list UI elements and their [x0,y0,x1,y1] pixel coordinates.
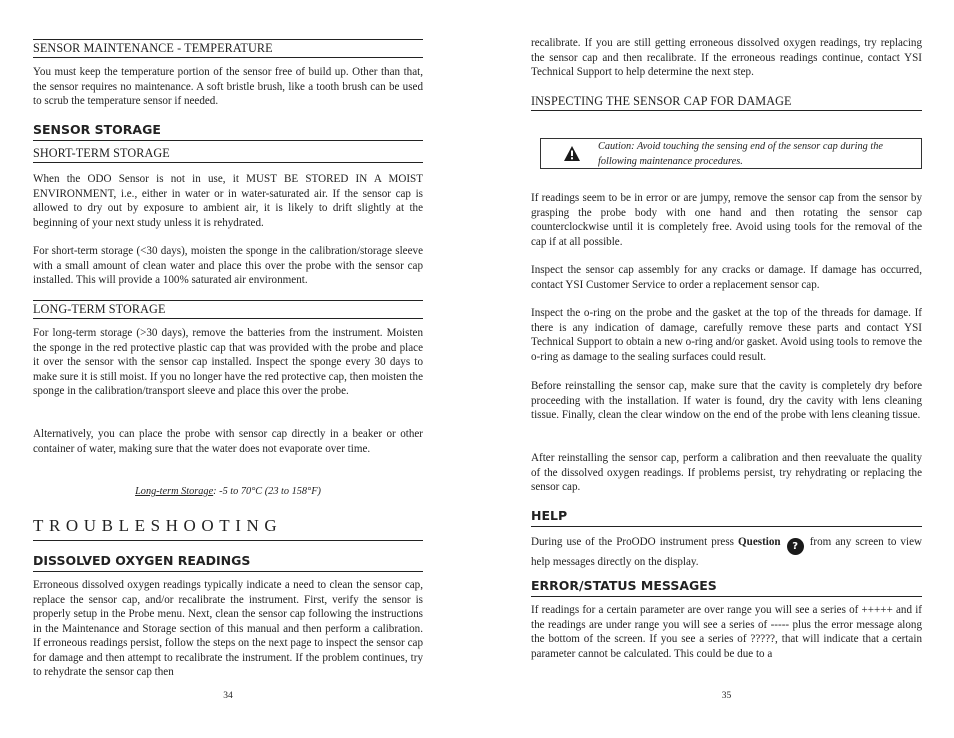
help-text [531,535,922,570]
sensor-storage-heading: SENSOR STORAGE [33,122,423,141]
inspect-p2: Inspect the sensor cap assembly for any cracks or damage. If damage has occurred, contact YSI Customer Service to order a replacement sensor cap. [531,264,922,291]
long-term-note-value: : -5 to 70°C (23 to 158°F) [213,486,321,497]
long-term-note-label: Long-term Storage [135,486,214,497]
warning-icon [564,146,580,161]
inspect-heading: INSPECTING THE SENSOR CAP FOR DAMAGE [531,93,922,111]
error-heading: ERROR/STATUS MESSAGES [531,578,922,597]
long-term-p1: For long-term storage (>30 days), remove the batteries from the instrument. Moisten the sponge in the red protective plastic cap that was provided with the probe and place it over the sensor with the sensor cap installed. Inspect the sponge every 30 days to make sure it is still moist. If you no longer have the red protective cap, then moisten the sponge in the calibration/transport sleeve and place this over the probe. [33,327,423,397]
caution-text: Caution: Avoid touching the sensing end of the sensor cap during the following maintenance procedures. [598,141,883,167]
short-term-p2: For short-term storage (<30 days), moisten the sponge in the calibration/storage sleeve with a small amount of clean water and place this over the probe with the sensor cap installed. This will provide a 100% saturated air environment. [33,245,423,286]
inspect-p3: Inspect the o-ring on the probe and the gasket at the top of the threads for damage. If there is any indication of damage, carefully remove these parts and contact YSI Technical Support to obtain a new o-ring and/or gasket. Avoid using tools to remove the o-ring as damage to the sealing surfaces could result. [531,307,922,363]
inspect-p1: If readings seem to be in error or are jumpy, remove the sensor cap from the sensor by grasping the probe body with one hand and then rotating the sensor cap counterclockwise until it is completely free. Avoid using tools for the removal of the cap if at all possible. [531,192,922,248]
long-term-heading: LONG-TERM STORAGE [33,300,423,319]
help-text-before: During use of the ProODO instrument press [531,536,739,548]
maint-temp-heading: SENSOR MAINTENANCE - TEMPERATURE [33,39,423,58]
long-term-p2: Alternatively, you can place the probe with sensor cap directly in a beaker or other container of water, making sure that the water does not evaporate over time. [33,428,423,455]
error-text: If readings for a certain parameter are over range you will see a series of +++++ and if the readings are under range you will see a series of ----- plus the error message along the bottom of the screen. If you see a series of ?????, that will indicate that a certain parameter cannot be calculated. This could be due to a [531,604,922,660]
help-text-after: from any screen to view help messages directly on the display. [531,536,922,568]
short-term-p1: When the ODO Sensor is not in use, it MUST BE STORED IN A MOIST ENVIRONMENT, i.e., either in water or in water-saturated air. If the sensor cap is allowed to dry out by exposure to ambient air, it is likely to drift slightly at the beginning of your next study unless it is rehydrated. [33,173,423,229]
page-number: 35 [721,691,732,701]
help-heading: HELP [531,508,922,527]
right-page [531,0,922,738]
long-term-note [33,486,423,497]
maint-temp-text: You must keep the temperature portion of the sensor free of build up. Other than that, the sensor requires no maintenance. A soft bristle brush, like a tooth brush can be used to scrub the temperature sensor if needed. [33,66,423,107]
caution-box [540,138,922,169]
short-term-heading: SHORT-TERM STORAGE [33,145,423,163]
question-key-icon: ? [787,538,804,555]
help-key-label: Question [738,536,781,548]
troubleshooting-heading: TROUBLESHOOTING [33,516,423,541]
inspect-p4: Before reinstalling the sensor cap, make sure that the cavity is completely dry before proceeding with the installation. If water is found, dry the cavity with lens cleaning tissue. Finally, clean the clear window on the end of the probe with lens cleaning tissue. [531,380,922,421]
page-number: 34 [223,691,233,701]
left-page [33,0,423,738]
inspect-p5: After reinstalling the sensor cap, perform a calibration and then reevaluate the quality of the dissolved oxygen readings. If problems persist, try rehydrating or replacing the sensor cap. [531,452,922,493]
do-readings-heading: DISSOLVED OXYGEN READINGS [33,553,423,572]
continued-text: recalibrate. If you are still getting erroneous dissolved oxygen readings, try replacing the sensor cap and then recalibrate. If the erroneous readings continue, contact YSI Technical Support to help determine the next step. [531,37,922,78]
do-readings-text: Erroneous dissolved oxygen readings typically indicate a need to clean the sensor cap, replace the sensor cap, and/or recalibrate the instrument. First, verify the sensor is properly setup in the Probe menu. Next, clean the sensor cap following the instructions in the Maintenance and Storage section of this manual and then perform a calibration. If erroneous readings persist, follow the steps on the next page to inspect the sensor cap for damage and then attempt to recalibrate the instrument. If the problem continues, try to rehydrate the sensor cap then [33,579,423,678]
